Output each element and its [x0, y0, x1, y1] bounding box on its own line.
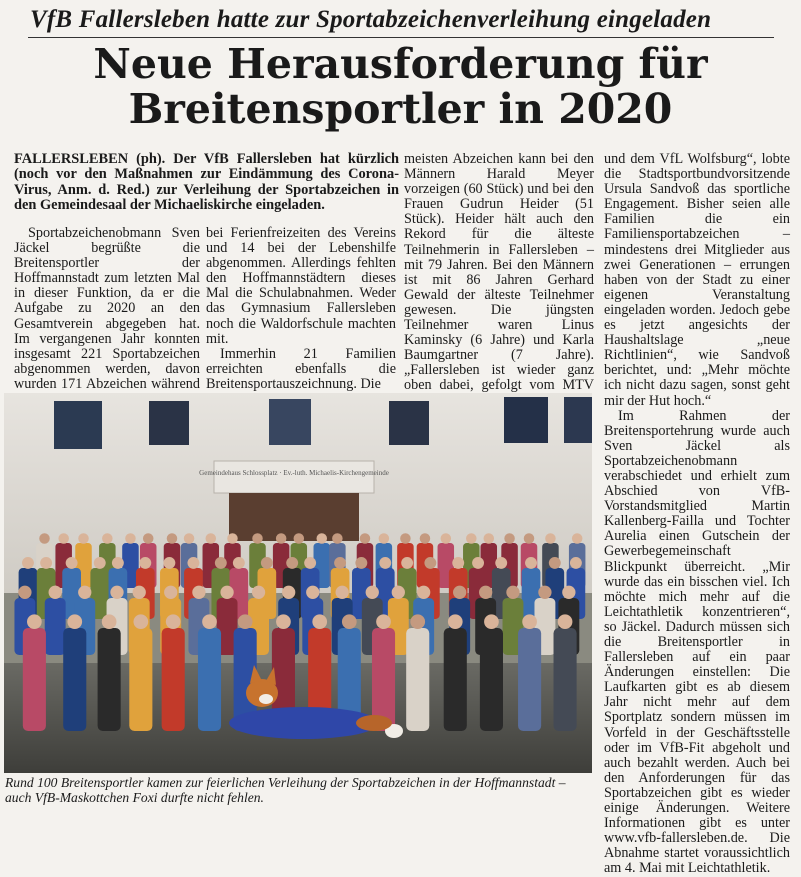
person-head	[227, 533, 238, 544]
person-head	[125, 533, 136, 544]
group-photo-illustration	[4, 393, 592, 773]
person-head	[164, 586, 177, 599]
person-head	[163, 557, 175, 569]
person-head	[472, 557, 484, 569]
person-head	[342, 614, 357, 629]
window	[54, 401, 102, 449]
headline-line-1: Neue Herausforderung für	[93, 40, 708, 88]
person-head	[49, 586, 62, 599]
person-head	[215, 557, 227, 569]
person-head	[206, 533, 217, 544]
person-head	[282, 586, 295, 599]
person-head	[572, 533, 583, 544]
person-head	[453, 586, 466, 599]
person-body	[480, 628, 503, 731]
person-head	[27, 614, 42, 629]
person-body	[444, 628, 467, 731]
person-head	[294, 533, 305, 544]
person-head	[484, 533, 495, 544]
column-4-paragraph-1: und dem VfL Wolfsburg“, lobte die Stadtsportbundvorsitzende Ursula Sandvoß das sportliche Engagement. Bisher seien alle Familien die ein Familiensportabzeichen – mindestens drei Mitglieder aus zwei Generationen – errungen haben von der Stadt zu einer eigenen Veranstaltung eingeladen worden. Jedoch gebe es jetzt angesichts der Haushaltslage „neue Richtlinien“, wie Sandvoß berichtet, und: „Mehr möchte ich nicht dazu sagen, sonst geht mir der Hut hoch.“	[604, 151, 790, 409]
window	[149, 401, 189, 445]
person-head	[504, 533, 515, 544]
person-head	[202, 614, 217, 629]
person-head	[102, 614, 117, 629]
person-body	[23, 628, 46, 731]
person-head	[549, 557, 561, 569]
person-head	[22, 557, 34, 569]
person-body	[63, 628, 86, 731]
person-head	[479, 586, 492, 599]
article-kicker: VfB Fallersleben hatte zur Sportabzeichenverleihung eingeladen	[30, 6, 712, 33]
person-head	[276, 614, 291, 629]
person-body	[45, 598, 66, 655]
article-column-1: Sportabzeichenobmann Sven Jäckel begrüßte die Breitensportler der Hoffmannstadt zum letzten Mal in dieser Funktion, da er die Aufgabe zu 2020 an den Gesamtverein abgegeben hat. Im vergangenen Jahr konnten insgesamt 221 Sportabzeichen abgenommen werden, davon wurden 171 Abzeichen während	[14, 225, 200, 392]
person-head	[441, 533, 452, 544]
person-head	[360, 533, 371, 544]
person-head	[94, 557, 106, 569]
person-head	[102, 533, 113, 544]
person-head	[452, 557, 464, 569]
person-head	[67, 614, 82, 629]
person-head	[18, 586, 31, 599]
person-head	[506, 586, 519, 599]
person-head	[524, 533, 535, 544]
person-head	[220, 586, 233, 599]
person-head	[355, 557, 367, 569]
person-body	[98, 628, 121, 731]
person-head	[112, 557, 124, 569]
window	[504, 397, 548, 443]
person-head	[484, 614, 499, 629]
headline-line-2: Breitensportler in 2020	[128, 85, 673, 133]
person-head	[400, 533, 411, 544]
person-head	[522, 614, 537, 629]
article-column-2	[206, 226, 396, 392]
person-head	[379, 533, 390, 544]
person-head	[466, 533, 477, 544]
person-head	[167, 533, 178, 544]
entrance-canopy	[214, 461, 374, 493]
person-head	[276, 533, 287, 544]
photo-caption: Rund 100 Breitensportler kamen zur feierlichen Verleihung der Sportabzeichen in der Hoffmannstadt – auch VfB-Maskottchen Foxi durfte nicht fehlen.	[5, 775, 566, 805]
person-head	[252, 586, 265, 599]
person-head	[312, 614, 327, 629]
article-headline	[0, 42, 801, 132]
person-head	[376, 614, 391, 629]
person-body	[406, 628, 429, 731]
person-head	[570, 557, 582, 569]
building-sign-text: Gemeindehaus Schlossplatz · Ev.-luth. Michaelis-Kirchengemeinde	[199, 469, 389, 477]
person-head	[379, 557, 391, 569]
person-head	[424, 557, 436, 569]
person-head	[525, 557, 537, 569]
person-body	[129, 628, 152, 731]
column-2-paragraph-1: bei Ferienfreizeiten des Vereins und 14 bei der Lebenshilfe abgenommen. Allerdings fehlten den Hoffmannstädtern dieses Mal die Schulabnahmen. Weder das Gymnasium Fallersleben noch die Waldorfschule machten mit.	[206, 225, 396, 347]
person-head	[336, 586, 349, 599]
person-head	[545, 533, 556, 544]
person-body	[518, 628, 541, 731]
person-head	[286, 557, 298, 569]
person-head	[304, 557, 316, 569]
person-head	[495, 557, 507, 569]
person-body	[198, 628, 221, 731]
person-head	[306, 586, 319, 599]
window	[269, 399, 311, 445]
window	[564, 397, 592, 443]
article-column-3: meisten Abzeichen kann bei den Männern Harald Meyer vorzeigen (60 Stück) und bei den Frauen Gudrun Heider (51 Stück). Heider hält auch den Rekord für die älteste Teilnehmerin in Fallersleben – mit 79 Jahren. Bei den Männern ist mit 86 Jahren Gerhard Gewald der älteste Teilnehmer gewesen. Die jüngsten Teilnehmer waren Linus Kaminsky (6 Jahre) und Karla Baumgartner (7 Jahre). „Fallersleben ist wieder ganz oben dabei, gefolgt vom MTV	[404, 151, 594, 394]
person-body	[554, 628, 577, 731]
person-head	[417, 586, 430, 599]
person-head	[133, 614, 148, 629]
person-head	[261, 557, 273, 569]
person-head	[538, 586, 551, 599]
person-head	[78, 533, 89, 544]
person-head	[410, 614, 425, 629]
person-head	[184, 533, 195, 544]
person-body	[162, 628, 185, 731]
person-head	[40, 557, 52, 569]
kicker-rule	[28, 37, 774, 38]
person-head	[166, 614, 181, 629]
person-head	[317, 533, 328, 544]
person-head	[366, 586, 379, 599]
person-head	[332, 533, 343, 544]
person-head	[110, 586, 123, 599]
person-head	[187, 557, 199, 569]
person-head	[392, 586, 405, 599]
article-column-4	[604, 152, 790, 877]
person-head	[420, 533, 431, 544]
person-head	[192, 586, 205, 599]
person-head	[133, 586, 146, 599]
person-head	[562, 586, 575, 599]
person-head	[78, 586, 91, 599]
person-head	[334, 557, 346, 569]
person-head	[558, 614, 573, 629]
group-photo	[4, 393, 592, 773]
person-head	[238, 614, 253, 629]
person-head	[58, 533, 69, 544]
person-head	[233, 557, 245, 569]
column-4-paragraph-2: Im Rahmen der Breitensportehrung wurde auch Sven Jäckel als Sportabzeichenobmann verabschiedet und erhielt zum Abschied von VfB-Vorstandsmitglied Martin Kallenberg-Failla und Tochter Aurelia einen Gutschein der Gewerbegemeinschaft Blickpunkt überreicht. „Mir wurde das ein bisschen viel. Ich möchte mich mehr auf die Leichtathletik konzentrieren“, so Jäckel. Dadurch müssen sich die Breitensportler in Fallersleben auf ein paar Änderungen einstellen: Die Laufkarten gibt es ab diesem Jahr nicht mehr auf dem Sportplatz sondern müssen im Vorfeld in der Geschäftsstelle oder im VfB-Fit abgeholt und auch bezahlt werden. Auch bei den Anforderungen für das Sportabzeichen gibt es wieder einige Änderungen. Weitere Informationen gibt es unter www.vfb-fallersleben.de. Die Abnahme startet voraussichtlich am 4. Mai mit Leichtathletik.	[604, 407, 790, 877]
column-2-paragraph-2: Immerhin 21 Familien erreichten ebenfalls die Breitensportauszeichnung. Die	[206, 345, 396, 392]
article-lead: FALLERSLEBEN (ph). Der VfB Fallersleben hat kürzlich (noch vor den Maßnahmen zur Eindämmung des Corona-Virus, Anm. d. Red.) zur Verleihung der Sportabzeichen in den Gemeindesaal der Michaeliskirche eingeladen.	[14, 151, 399, 213]
person-head	[252, 533, 263, 544]
person-head	[448, 614, 463, 629]
person-head	[66, 557, 78, 569]
person-head	[39, 533, 50, 544]
window	[389, 401, 429, 445]
person-head	[139, 557, 151, 569]
person-head	[143, 533, 154, 544]
person-head	[401, 557, 413, 569]
